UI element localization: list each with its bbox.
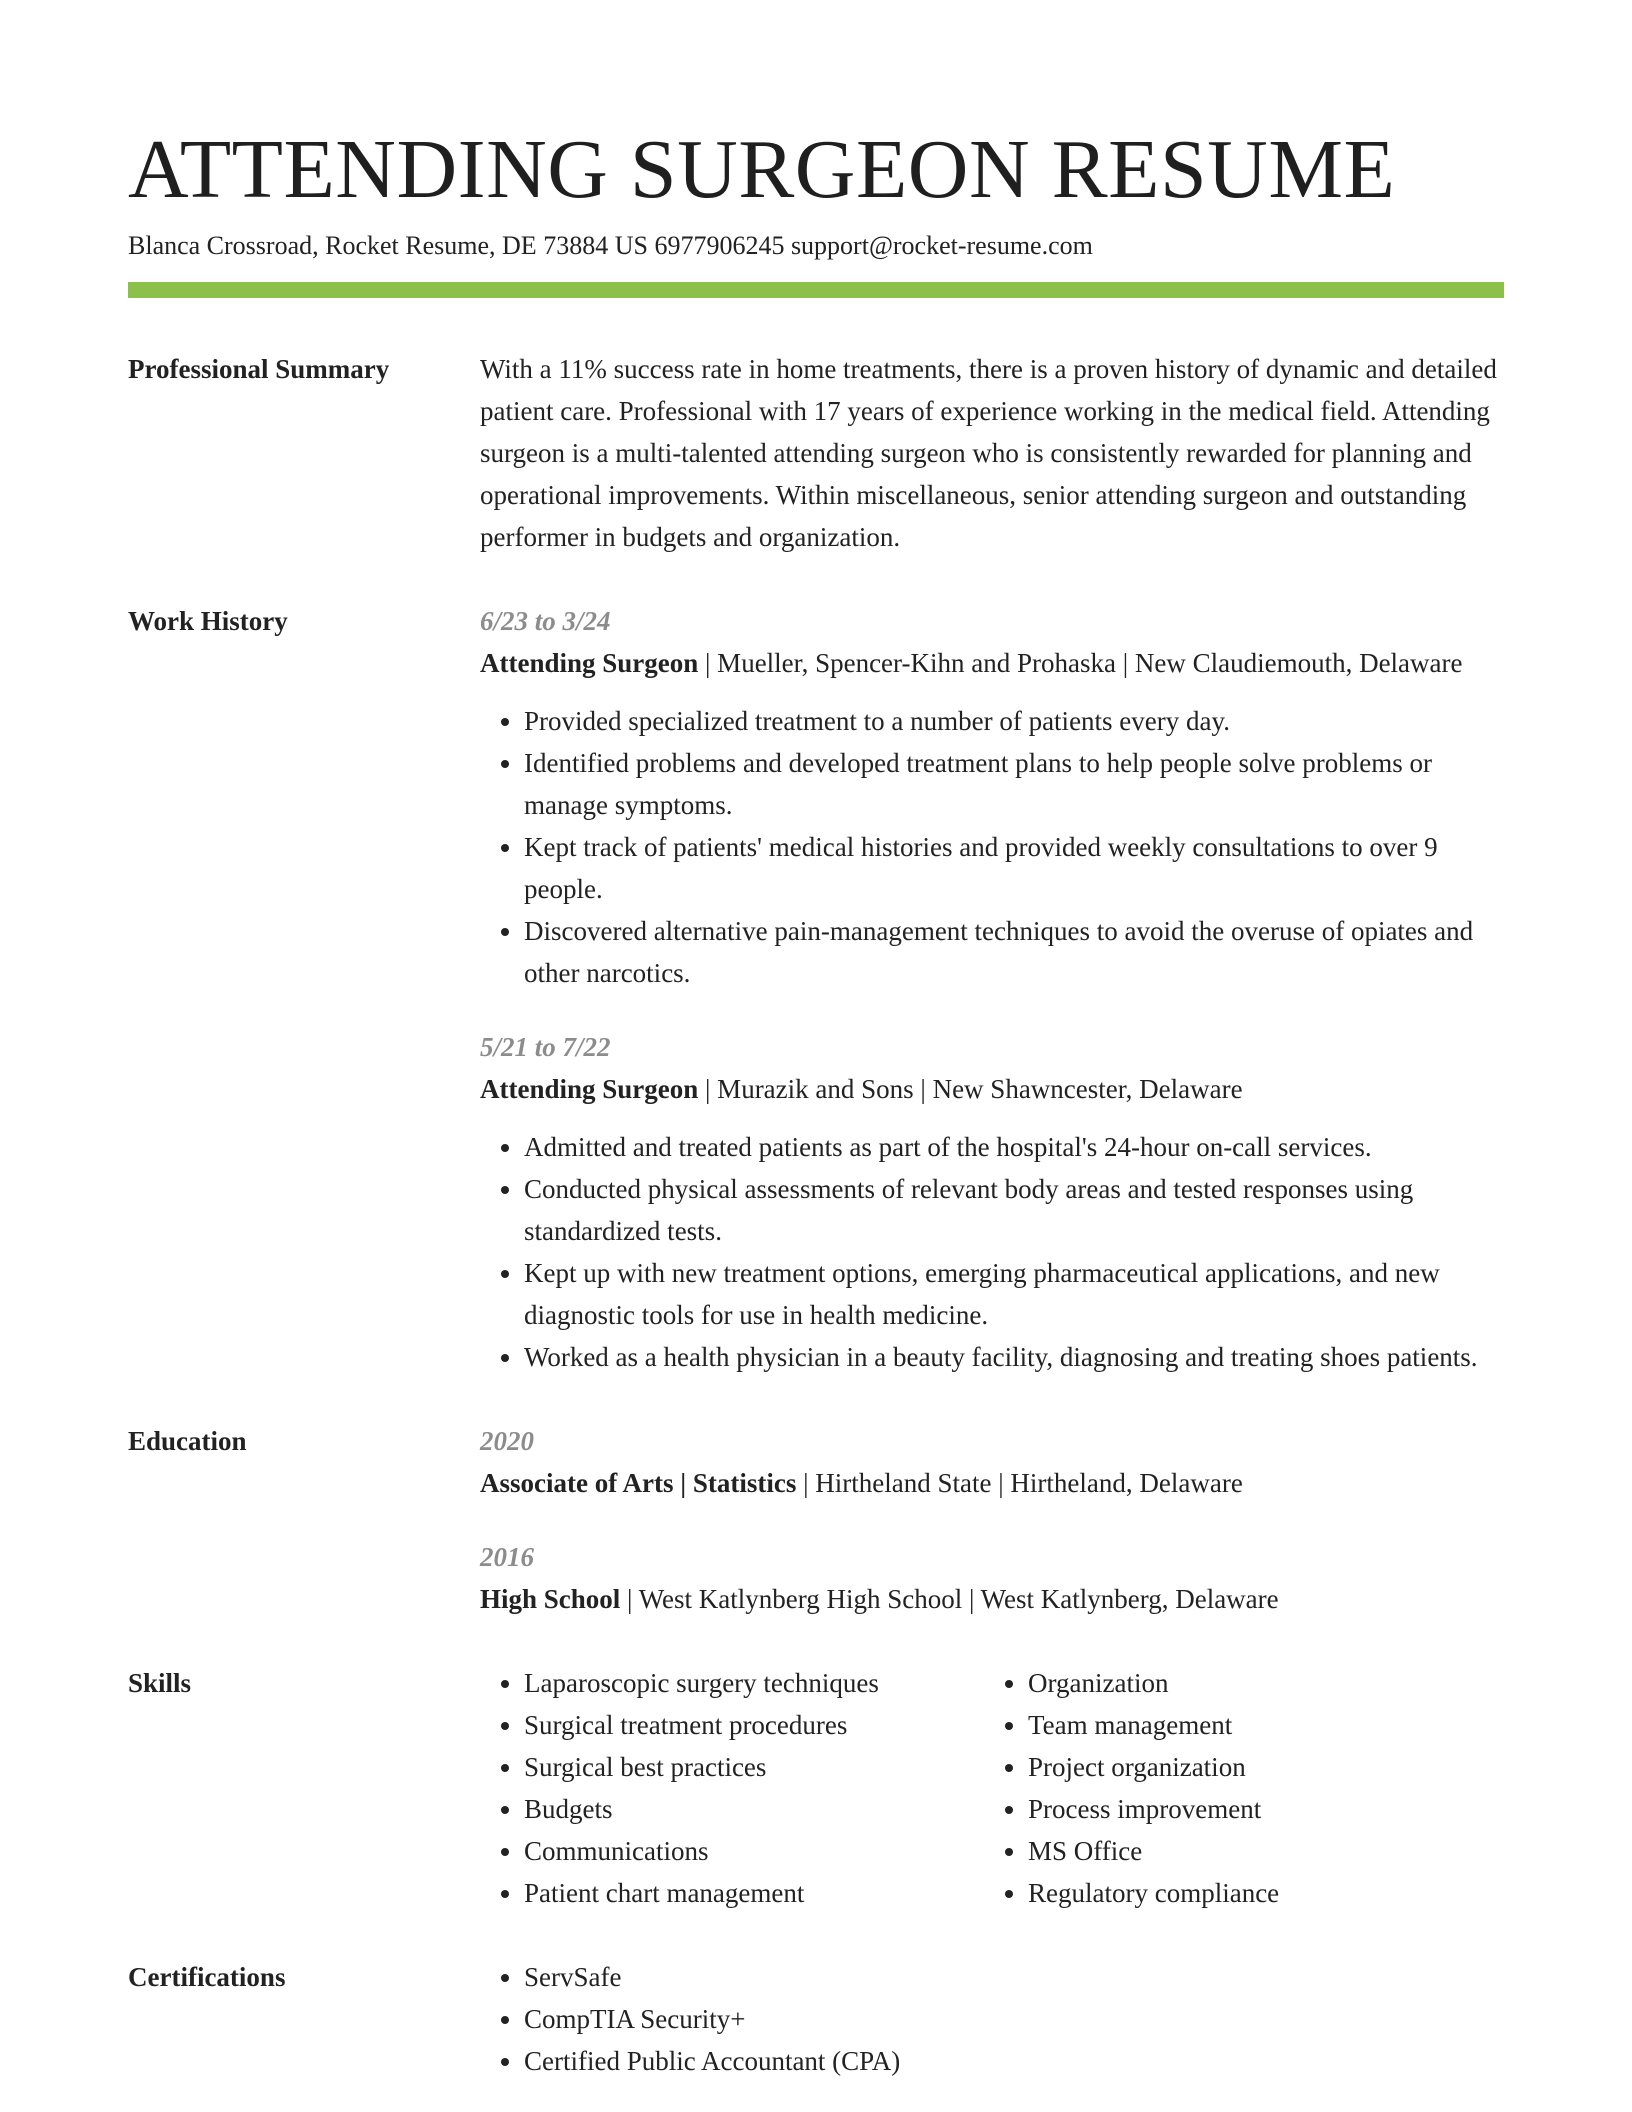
job-entry bbox=[480, 1026, 1504, 1378]
certifications-list bbox=[480, 1956, 1504, 2082]
education-details: | West Katlynberg High School | West Katlynberg, Delaware bbox=[620, 1584, 1279, 1614]
education-year: 2016 bbox=[480, 1542, 534, 1572]
contact-phone: 6977906245 bbox=[654, 231, 785, 260]
job-bullet: • Discovered alternative pain-management techniques to avoid the overuse of opiates and other narcotics. bbox=[524, 910, 1504, 994]
skill-item: • Communications bbox=[524, 1830, 984, 1872]
skill-item: • Project organization bbox=[1028, 1746, 1279, 1788]
section-skills bbox=[128, 1662, 1504, 1914]
skill-item: • Process improvement bbox=[1028, 1788, 1279, 1830]
skill-item: • Budgets bbox=[524, 1788, 984, 1830]
job-details: | Murazik and Sons | New Shawncester, Delaware bbox=[698, 1074, 1243, 1104]
skills-list-right bbox=[984, 1662, 1279, 1914]
section-label-skills: Skills bbox=[128, 1668, 192, 1698]
skill-item: • Surgical best practices bbox=[524, 1746, 984, 1788]
contact-line bbox=[128, 228, 1504, 264]
skill-item: • Patient chart management bbox=[524, 1872, 984, 1914]
section-work-history bbox=[128, 600, 1504, 1378]
certification-item: • CompTIA Security+ bbox=[524, 1998, 1504, 2040]
section-label-certifications: Certifications bbox=[128, 1962, 286, 1992]
section-label-summary: Professional Summary bbox=[128, 354, 390, 384]
job-bullet: • Conducted physical assessments of relevant body areas and tested responses using standardized tests. bbox=[524, 1168, 1504, 1252]
skill-item: • Regulatory compliance bbox=[1028, 1872, 1279, 1914]
job-dates: 6/23 to 3/24 bbox=[480, 606, 611, 636]
job-title: Attending Surgeon bbox=[480, 1074, 699, 1104]
job-bullet: • Kept up with new treatment options, emerging pharmaceutical applications, and new diagnostic tools for use in health medicine. bbox=[524, 1252, 1504, 1336]
job-dates: 5/21 to 7/22 bbox=[480, 1032, 611, 1062]
education-degree: High School bbox=[480, 1584, 621, 1614]
job-bullet: • Identified problems and developed treatment plans to help people solve problems or manage symptoms. bbox=[524, 742, 1504, 826]
section-label-education: Education bbox=[128, 1426, 247, 1456]
certification-item: • Certified Public Accountant (CPA) bbox=[524, 2040, 1504, 2082]
section-education bbox=[128, 1420, 1504, 1620]
skill-item: • Team management bbox=[1028, 1704, 1279, 1746]
job-bullets bbox=[480, 700, 1504, 994]
job-heading bbox=[480, 642, 1504, 684]
education-heading bbox=[480, 1578, 1504, 1620]
section-label-work: Work History bbox=[128, 606, 288, 636]
education-entry bbox=[480, 1420, 1504, 1504]
job-heading bbox=[480, 1068, 1504, 1110]
skill-item: • MS Office bbox=[1028, 1830, 1279, 1872]
job-bullets bbox=[480, 1126, 1504, 1378]
section-certifications bbox=[128, 1956, 1504, 2082]
skill-item: • Laparoscopic surgery techniques bbox=[524, 1662, 984, 1704]
contact-email[interactable]: support@rocket-resume.com bbox=[790, 231, 1093, 260]
summary-text: With a 11% success rate in home treatments, there is a proven history of dynamic and detailed patient care. Professional with 17 years of experience working in the medical field. Attending surgeon is a multi-talented attending surgeon who is consistently rewarded for planning and operational improvements. Within miscellaneous, senior attending surgeon and outstanding performer in budgets and organization. bbox=[480, 354, 1497, 552]
resume-page bbox=[128, 120, 1504, 2082]
section-body-certifications bbox=[480, 1956, 1504, 2082]
skill-item: • Organization bbox=[1028, 1662, 1279, 1704]
section-summary bbox=[128, 348, 1504, 558]
job-bullet: • Admitted and treated patients as part of the hospital's 24-hour on-call services. bbox=[524, 1126, 1504, 1168]
skills-columns bbox=[480, 1662, 1504, 1914]
job-bullet: • Provided specialized treatment to a number of patients every day. bbox=[524, 700, 1504, 742]
job-title: Attending Surgeon bbox=[480, 648, 699, 678]
certification-item: • ServSafe bbox=[524, 1956, 1504, 1998]
section-body-skills bbox=[480, 1662, 1504, 1914]
education-year: 2020 bbox=[480, 1426, 534, 1456]
contact-address: Blanca Crossroad, Rocket Resume, DE 73884 US bbox=[128, 231, 648, 260]
section-body-work bbox=[480, 600, 1504, 1378]
job-details: | Mueller, Spencer-Kihn and Prohaska | New Claudiemouth, Delaware bbox=[698, 648, 1463, 678]
education-degree: Associate of Arts | Statistics bbox=[480, 1468, 797, 1498]
job-entry bbox=[480, 600, 1504, 994]
education-entry bbox=[480, 1536, 1504, 1620]
section-body-education bbox=[480, 1420, 1504, 1620]
section-body-summary bbox=[480, 348, 1504, 558]
skill-item: • Surgical treatment procedures bbox=[524, 1704, 984, 1746]
education-details: | Hirtheland State | Hirtheland, Delaware bbox=[796, 1468, 1243, 1498]
education-heading bbox=[480, 1462, 1504, 1504]
resume-title: ATTENDING SURGEON RESUME bbox=[128, 123, 1396, 216]
job-bullet: • Worked as a health physician in a beauty facility, diagnosing and treating shoes patients. bbox=[524, 1336, 1504, 1378]
header-divider bbox=[128, 282, 1504, 298]
job-bullet: • Kept track of patients' medical histories and provided weekly consultations to over 9 people. bbox=[524, 826, 1504, 910]
skills-list-left bbox=[480, 1662, 984, 1914]
